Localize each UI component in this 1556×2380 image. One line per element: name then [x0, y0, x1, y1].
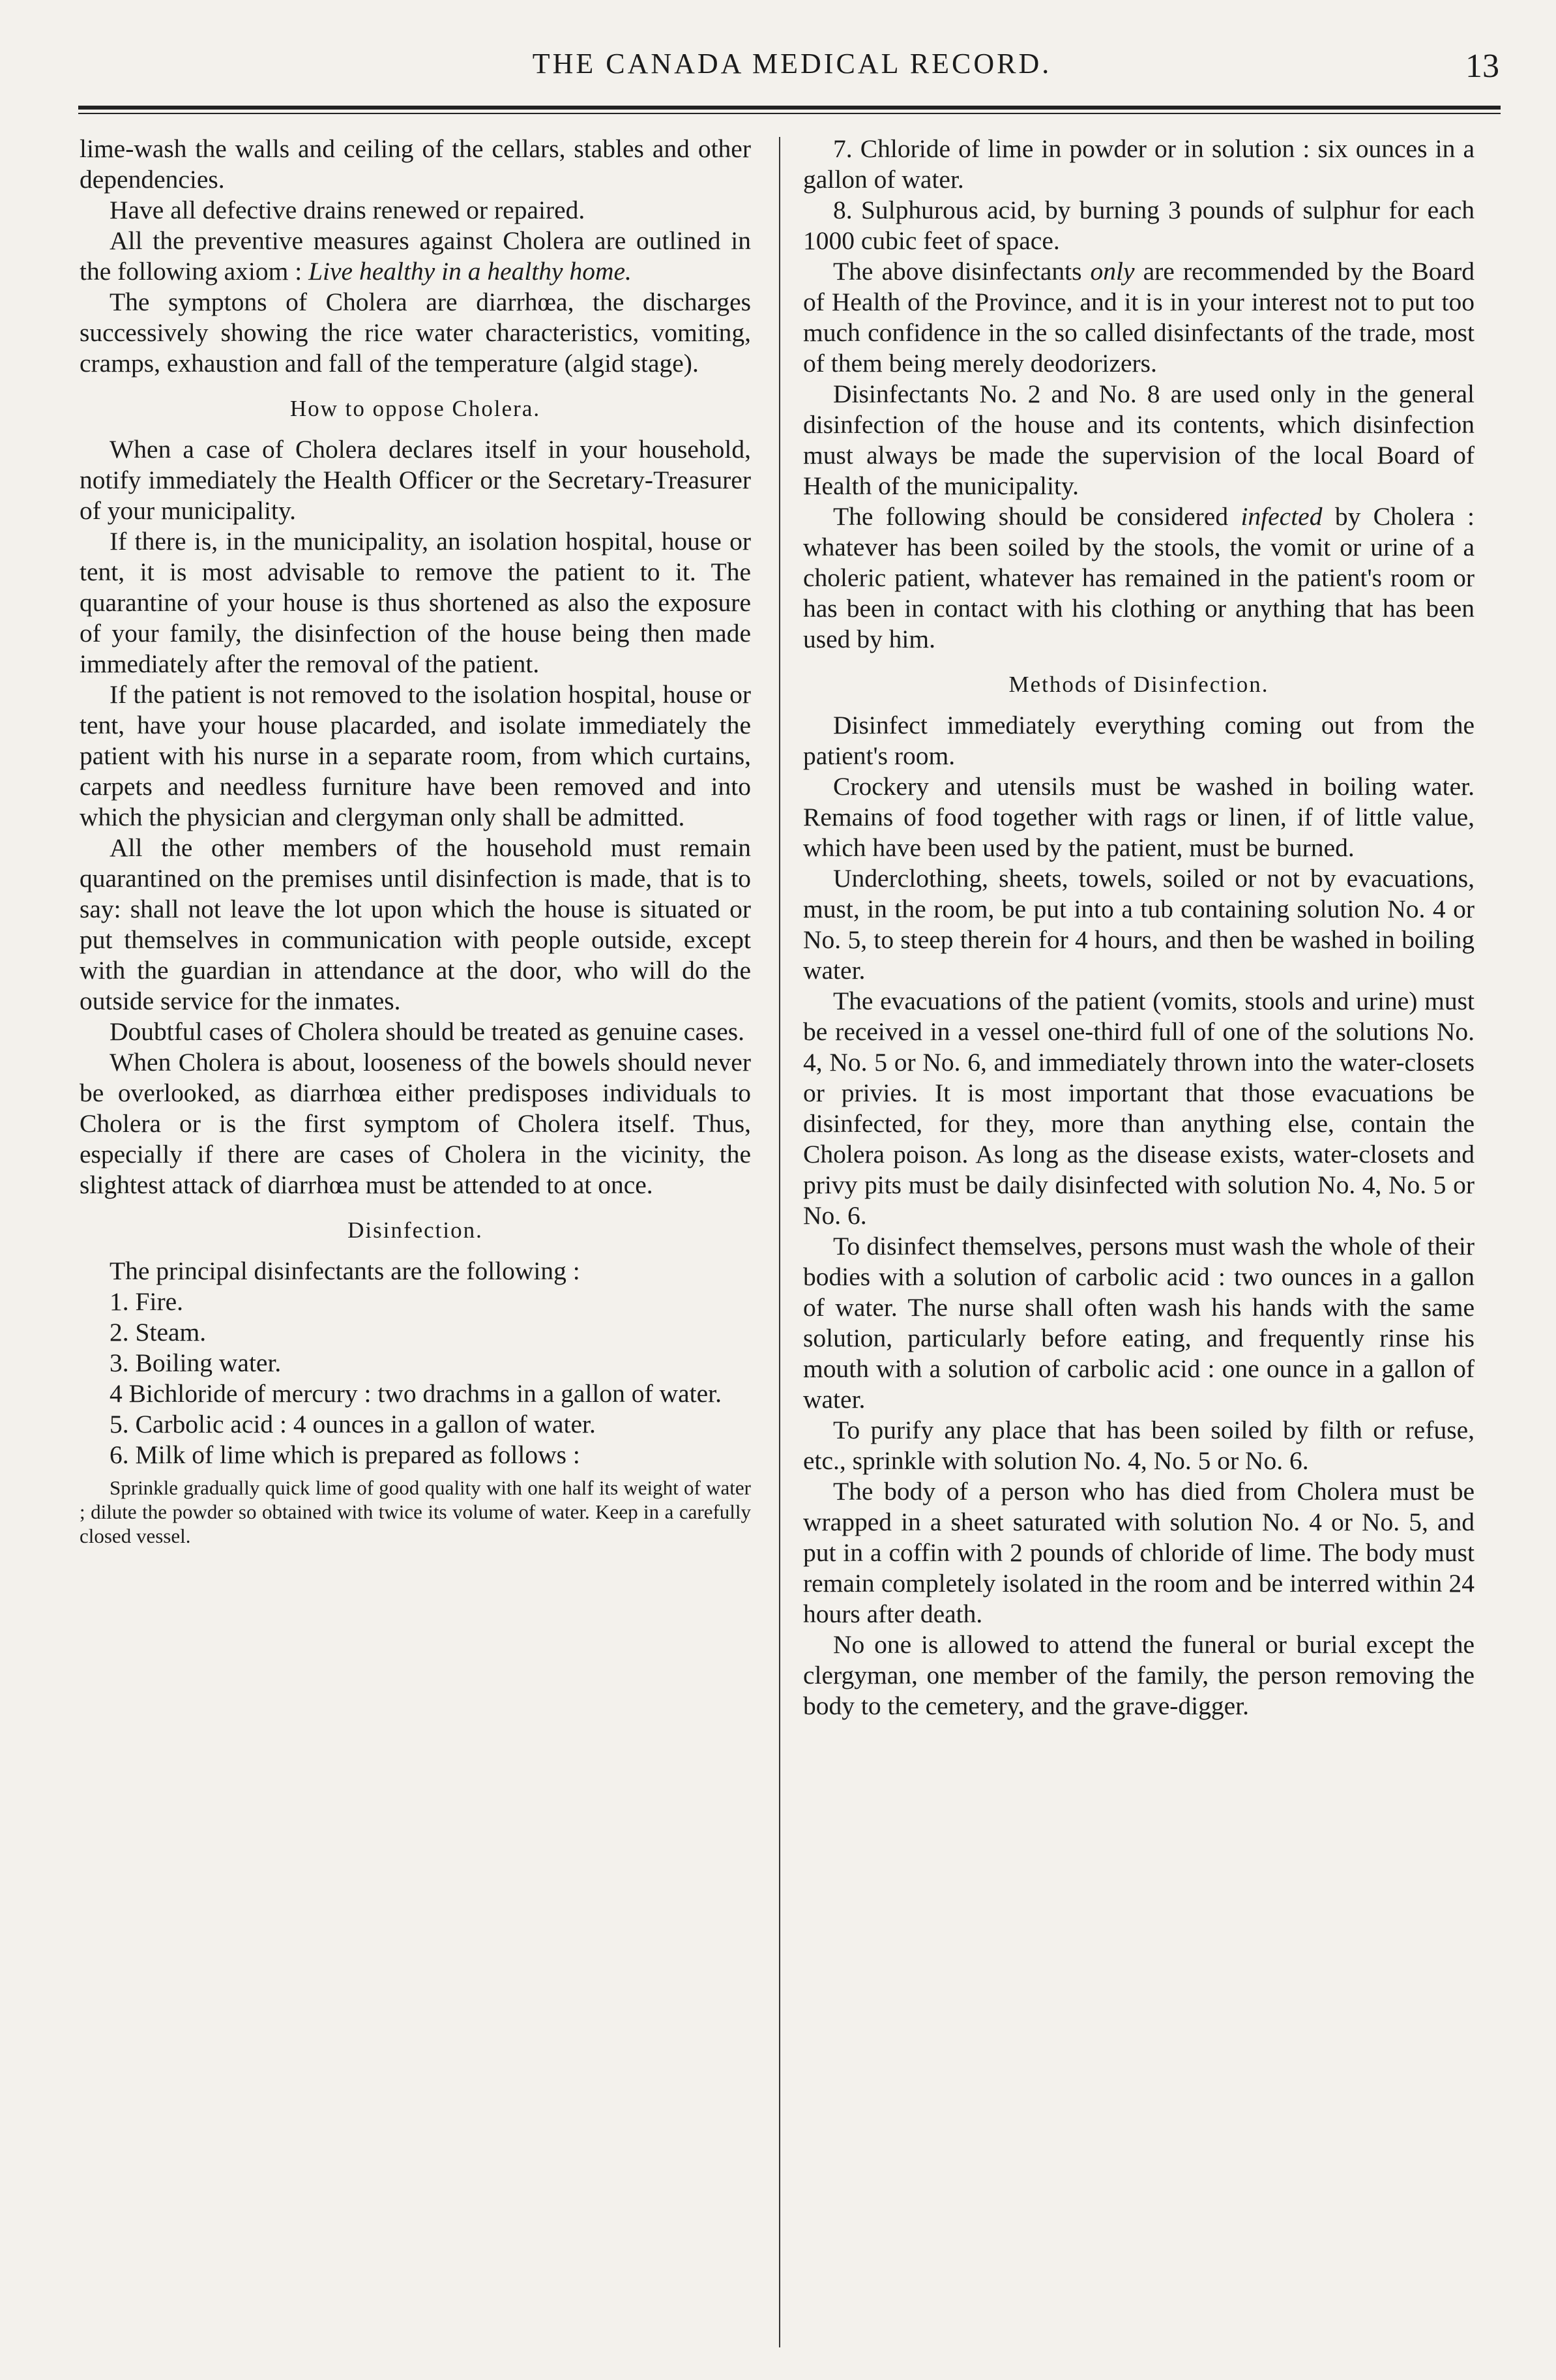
paragraph: To disinfect themselves, persons must wash the whole of their bodies with a solution of carbolic acid : two ounces in a gallon of water. The nurse shall often wash his hands with the same solution, particularly before eating, and frequently rinse his mouth with a solution of carbolic acid : one ounce in a gallon of water. [803, 1232, 1475, 1414]
column-divider [779, 137, 780, 2347]
paragraph: If the patient is not removed to the isolation hospital, house or tent, have your house placarded, and isolate immediately the patient with his nurse in a separate room, from which curtains, carpets and needless furniture have been removed and into which the physician and clergyman only shall be admitted. [80, 680, 751, 831]
list-item: 3. Boiling water. [110, 1348, 282, 1377]
page-header [85, 47, 1499, 93]
emphasis: infected [1240, 502, 1323, 531]
list-item: 6. Milk of lime which is prepared as follows : [110, 1440, 580, 1469]
paragraph: If there is, in the municipality, an isolation hospital, house or tent, it is most advisable to remove the patient to it. The quarantine of your house is thus shortened as also the exposure of your family, the disinfection of the house being then made immediately after the removal of the patient. [80, 527, 751, 678]
paragraph-text: All the preventive measures against Cholera are outlined in the following axiom : [80, 226, 751, 286]
paragraph: The symptons of Cholera are diarrhœa, the discharges successively showing the rice water characteristics, vomiting, cramps, exhaustion and fall of the temperature (algid stage). [80, 288, 751, 378]
journal-title: THE CANADA MEDICAL RECORD. [532, 48, 1052, 80]
page-number: 13 [1465, 48, 1499, 85]
list-item: 7. Chloride of lime in powder or in solution : six ounces in a gallon of water. [803, 134, 1475, 194]
paragraph: Disinfect immediately everything coming out from the patient's room. [803, 711, 1475, 770]
section-heading: Methods of Disinfection. [1008, 672, 1269, 697]
list-item: 2. Steam. [110, 1318, 207, 1346]
paragraph [803, 256, 1475, 379]
paragraph: lime-wash the walls and ceiling of the cellars, stables and other dependencies. [80, 134, 751, 194]
axiom: Live healthy in a healthy home. [308, 257, 632, 286]
paragraph: Underclothing, sheets, towels, soiled or not by evacuations, must, in the room, be put into a tub containing solution No. 4 or No. 5, to steep therein for 4 hours, and then be washed in boiling water. [803, 864, 1475, 985]
left-column [80, 134, 751, 1548]
header-rule [78, 106, 1501, 114]
paragraph-text: by Cholera : whatever has been soiled by the stools, the vomit or urine of a choleric patient, whatever has remained in the patient's room or has been in contact with his clothing or anything that has been used by him. [803, 502, 1475, 653]
paragraph: To purify any place that has been soiled by filth or refuse, etc., sprinkle with solution No. 4, No. 5 or No. 6. [803, 1416, 1475, 1475]
list-item: 5. Carbolic acid : 4 ounces in a gallon of water. [110, 1410, 596, 1438]
paragraph-text: The following should be considered [833, 502, 1229, 531]
emphasis: only [1090, 257, 1135, 286]
section-heading: Disinfection. [347, 1217, 483, 1243]
paragraph: The evacuations of the patient (vomits, stools and urine) must be received in a vessel one-third full of one of the solutions No. 4, No. 5 or No. 6, and immediately thrown into the water-closets or privies. It is most important that those evacuations be disinfected, for they, more than anything else, contain the Cholera poison. As long as the disease exists, water-closets and privy pits must be daily disinfected with solution No. 4, No. 5 or No. 6. [803, 987, 1475, 1230]
paragraph: The principal disinfectants are the following : [110, 1257, 580, 1285]
list-item: 1. Fire. [110, 1287, 184, 1316]
paragraph: The body of a person who has died from Cholera must be wrapped in a sheet saturated with solution No. 4 or No. 5, and put in a coffin with 2 pounds of chloride of lime. The body must remain completely isolated in the room and be interred within 24 hours after death. [803, 1477, 1475, 1628]
paragraph: When Cholera is about, looseness of the bowels should never be overlooked, as diarrhœa either predisposes individuals to Cholera or is the first symptom of Cholera itself. Thus, especially if there are cases of Cholera in the vicinity, the slightest attack of diarrhœa must be attended to at once. [80, 1048, 751, 1199]
paragraph: All the other members of the household must remain quarantined on the premises until disinfection is made, that is to say: shall not leave the lot upon which the house is situated or put themselves in communication with people outside, except with the guardian in attendance at the door, who will do the outside service for the inmates. [80, 833, 751, 1015]
paragraph-text: The above disinfectants [833, 257, 1082, 286]
paragraph: No one is allowed to attend the funeral or burial except the clergyman, one member of the family, the person removing the body to the cemetery, and the grave-digger. [803, 1630, 1475, 1720]
list-item: 4 Bichloride of mercury : two drachms in a gallon of water. [110, 1379, 722, 1408]
section-heading: How to oppose Cholera. [289, 396, 541, 421]
paragraph [80, 226, 751, 287]
right-column [803, 134, 1475, 1721]
paragraph: Crockery and utensils must be washed in boiling water. Remains of food together with rags or linen, if of little value, which have been used by the patient, must be burned. [803, 772, 1475, 862]
recipe-note: Sprinkle gradually quick lime of good quality with one half its weight of water ; dilute the powder so obtained with twice its volume of water. Keep in a carefully closed vessel. [80, 1476, 751, 1547]
paragraph-text: are recommended by the Board of Health of the Province, and it is in your interest not to put too much confidence in the so called disinfectants of the trade, most of them being merely deodorizers. [803, 257, 1475, 378]
paragraph: When a case of Cholera declares itself in your household, notify immediately the Health Officer or the Secretary-Treasurer of your municipality. [80, 435, 751, 525]
paragraph [803, 501, 1475, 655]
paragraph: Have all defective drains renewed or repaired. [110, 196, 585, 224]
list-item: 8. Sulphurous acid, by burning 3 pounds of sulphur for each 1000 cubic feet of space. [803, 196, 1475, 255]
paragraph: Doubtful cases of Cholera should be treated as genuine cases. [110, 1017, 745, 1046]
paragraph: Disinfectants No. 2 and No. 8 are used only in the general disinfection of the house and its contents, which disinfection must always be made the supervision of the local Board of Health of the municipality. [803, 379, 1475, 500]
